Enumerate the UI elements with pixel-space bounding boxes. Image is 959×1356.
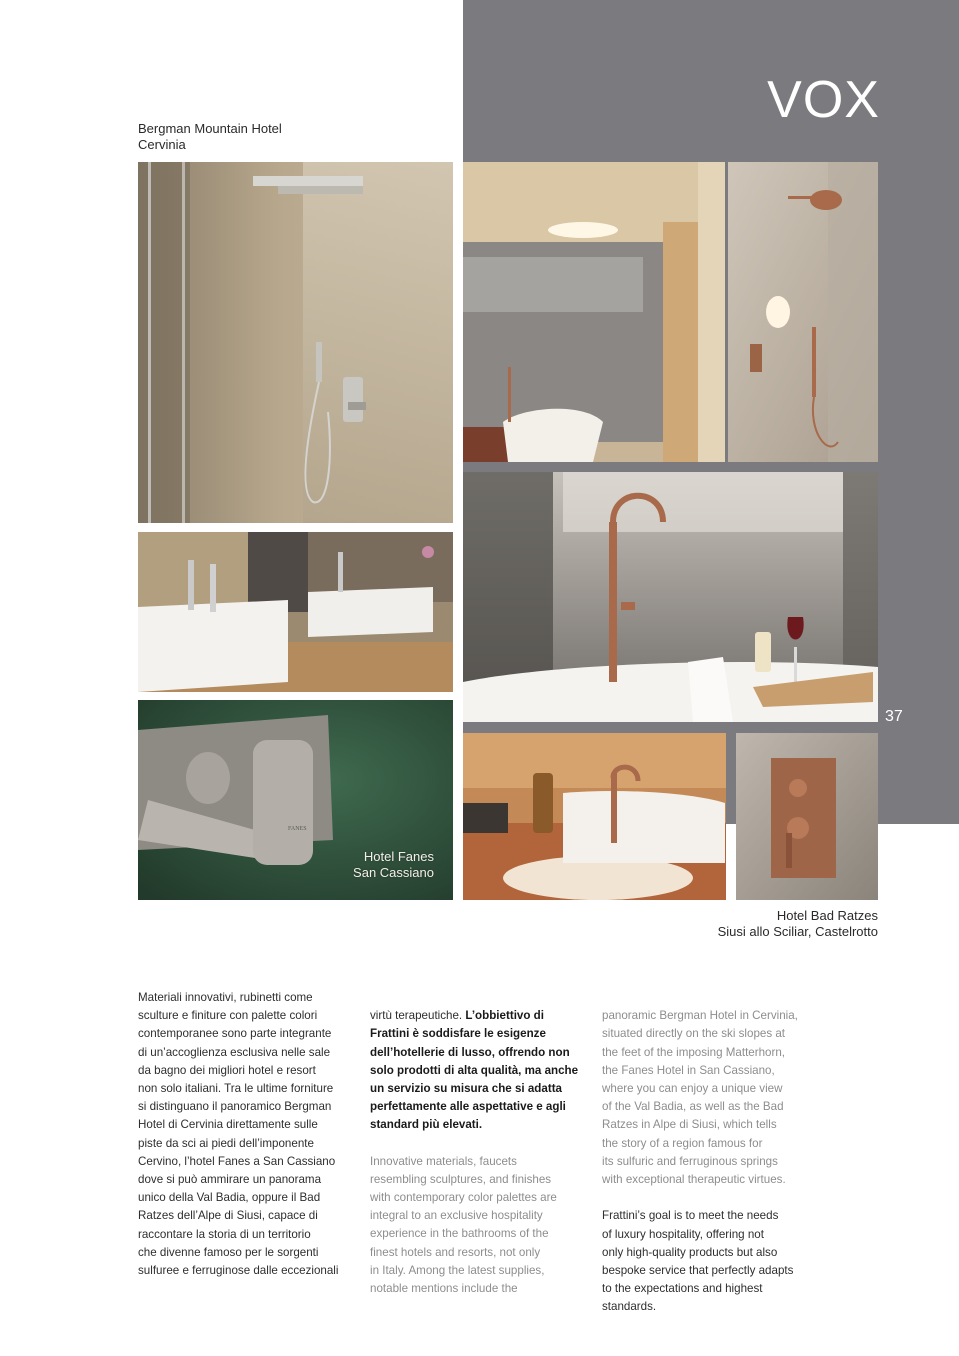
body-column-1-italian: Materiali innovativi, rubinetti come sculture e finiture con palette colori contemporanee sono parte integrante di un’accoglienza esclusiva nelle sale da bagno dei migliori hotel e resort non solo italiani. Tra le ultime forniture si distinguano il panoramico Bergman Hotel di Cervinia direttamente sulle piste da sci ai piedi dell’imponente Cervino, l’hotel Fanes a San Cassiano dove si può ammirare un panorama unico della Val Badia, oppure il Bad Ratzes dell’Alpe di Siusi, capace di raccontare la storia di un territorio che divenne famoso per le sorgenti sulfuree e ferruginose dalle eccezionali [138,991,339,1278]
caption-fanes-line2: San Cassiano [353,865,434,880]
photo-bergman-sinks [138,532,453,692]
photo-bergman-shower [138,162,453,523]
body-column-3-english: panoramic Bergman Hotel in Cervinia, situated directly on the ski slopes at the feet of the imposing Matterhorn, the Fanes Hotel in San Cassiano, where you can enjoy a unique view of the Val Badia, as well as the Bad Ratzes in Alpe di Siusi, which tells the story of a region famous for its sulfuric and ferruginous springs with exceptional therapeutic virtues. [602,1009,798,1187]
photo-ratzes-mixer [736,733,878,900]
photo-ratzes-sink [463,733,726,900]
caption-bergman-line1: Bergman Mountain Hotel [138,121,282,136]
body-column-2-italian-start: virtù terapeutiche. [370,1009,466,1023]
photo-ratzes-shower [728,162,878,462]
body-column-2 [370,989,595,1316]
fanes-logo-plate: FANES [288,826,307,832]
page-number: 37 [885,708,903,725]
body-column-3 [602,989,837,1335]
caption-bergman-line2: Cervinia [138,137,186,152]
caption-ratzes [600,908,878,940]
photo-ratzes-bathroom [463,162,725,462]
body-column-2-italian-bold: L’obbiettivo di Frattini è soddisfare le esigenze dell’hotellerie di lusso, offrendo non solo prodotti di alta qualità, ma anche un servizio su misura che si adatta perfettamente alle aspettative e agli standard più elevati. [370,1009,579,1132]
caption-ratzes-line2: Siusi allo Sciliar, Castelrotto [717,924,878,939]
magazine-logo: VOX [767,71,880,129]
caption-fanes-line1: Hotel Fanes [363,849,434,864]
caption-ratzes-line1: Hotel Bad Ratzes [776,908,878,923]
body-column-3-english-bold: Frattini’s goal is to meet the needs of luxury hospitality, offering not only high-quality products but also bespoke service that perfectly adapts to the expectations and highest standards. [602,1209,794,1314]
body-column-2-english: Innovative materials, faucets resembling sculptures, and finishes with contemporary color palettes are integral to an exclusive hospitality experience in the bathrooms of the finest hotels and resorts, not only in Italy. Among the latest supplies, notable mentions include the [370,1154,557,1296]
caption-bergman [138,121,438,153]
caption-fanes [300,849,434,881]
photo-ratzes-tub-faucet [463,472,878,722]
